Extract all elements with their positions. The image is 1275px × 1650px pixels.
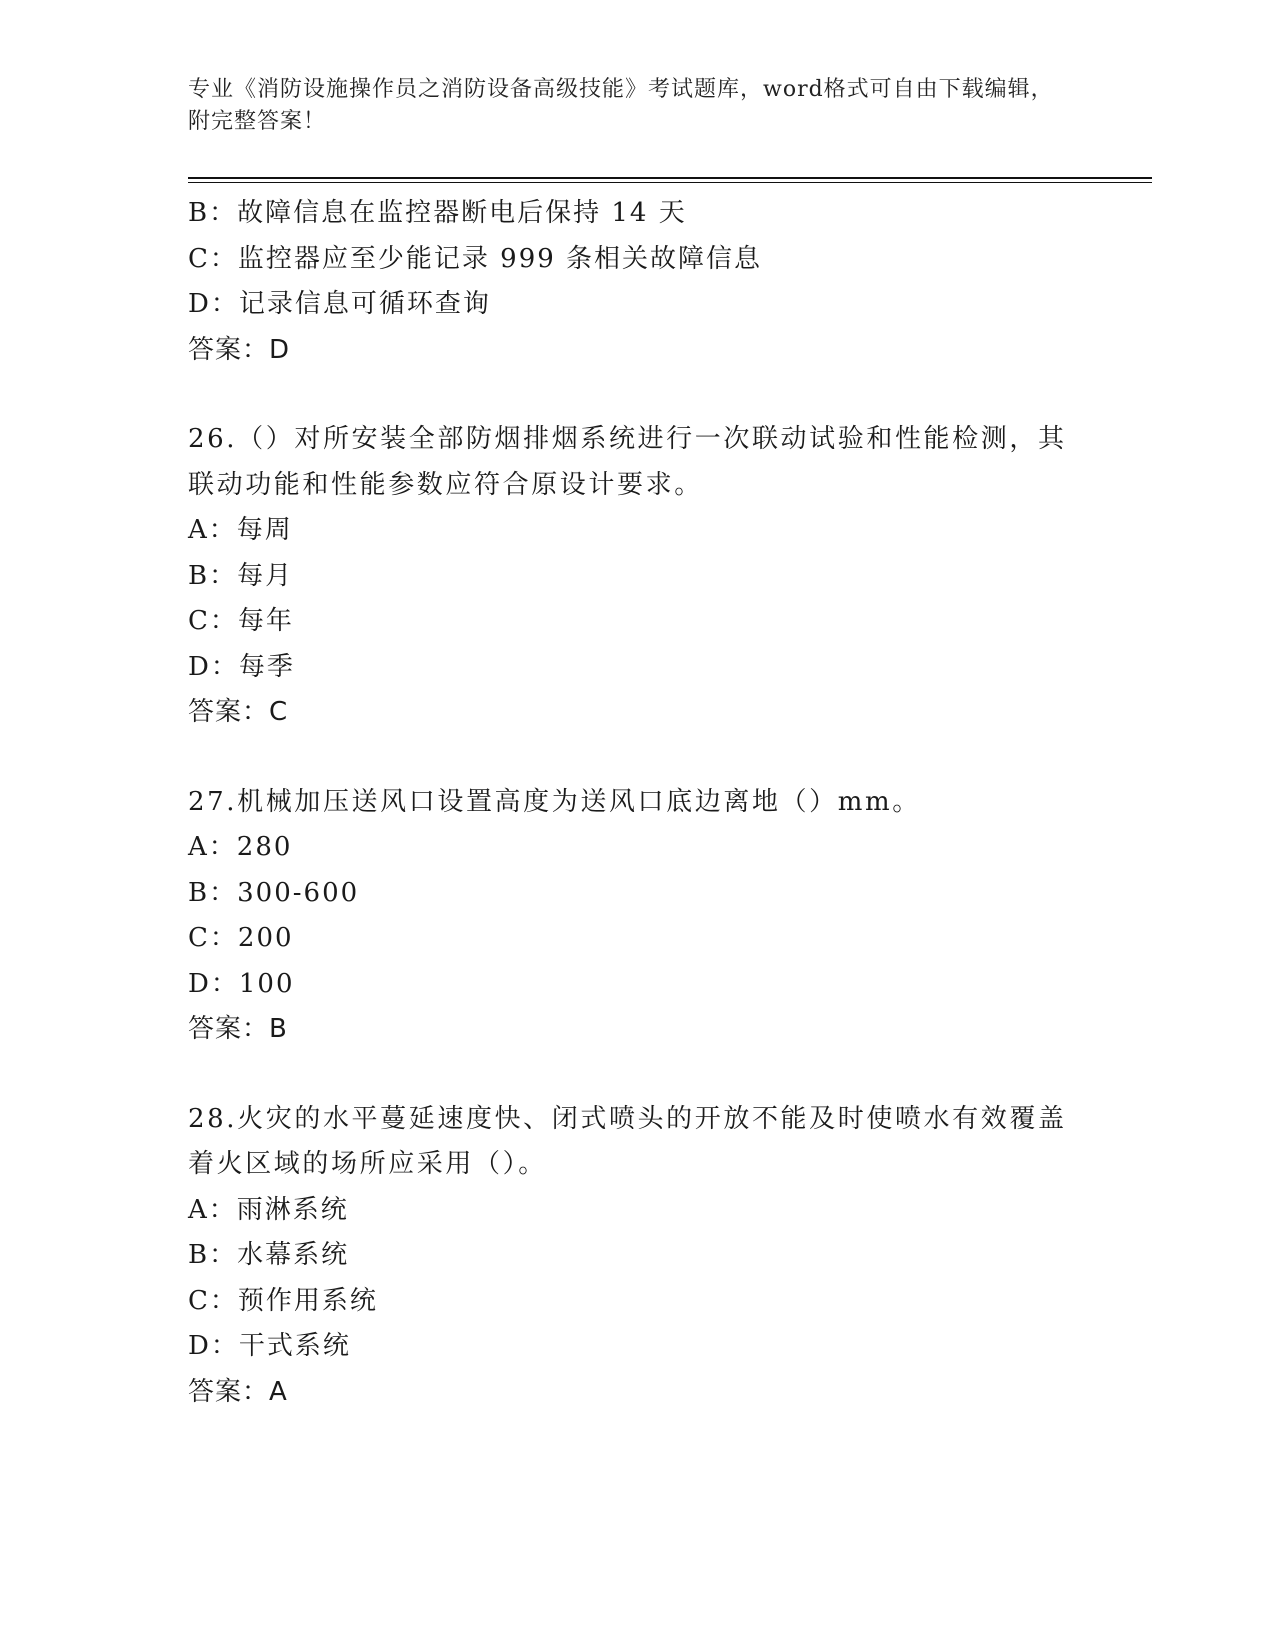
option-text: 100 bbox=[238, 968, 295, 999]
option-key: D： bbox=[188, 651, 239, 682]
option-key: A： bbox=[188, 515, 237, 545]
option-text: 故障信息在监控器断电后保持 14 天 bbox=[237, 198, 687, 228]
option-a bbox=[188, 825, 1088, 871]
option-key: A： bbox=[188, 832, 237, 862]
option-c bbox=[188, 599, 1088, 645]
option-key: A： bbox=[188, 1194, 237, 1225]
option-d bbox=[188, 962, 1088, 1008]
option-text: 每年 bbox=[237, 606, 294, 636]
option-text: 每周 bbox=[236, 515, 293, 545]
page-header: 专业《消防设施操作员之消防设备高级技能》考试题库，word格式可自由下载编辑，附完整答案！ bbox=[188, 77, 1054, 134]
spacer bbox=[188, 1053, 1088, 1097]
question-text: 27.机械加压送风口设置高度为送风口底边离地（）mm。 bbox=[188, 786, 921, 817]
option-key: D： bbox=[188, 968, 239, 999]
option-key: C： bbox=[188, 606, 238, 636]
option-key: B： bbox=[188, 560, 238, 591]
option-d bbox=[188, 645, 1088, 691]
option-b bbox=[188, 1233, 1088, 1279]
option-a bbox=[188, 508, 1088, 554]
option-text: 每季 bbox=[238, 651, 295, 682]
question-content bbox=[188, 191, 1088, 1415]
option-text: 预作用系统 bbox=[237, 1285, 378, 1316]
option-text: 300-600 bbox=[237, 877, 360, 908]
header-divider-thin bbox=[188, 182, 1152, 183]
question-block-27 bbox=[188, 780, 1088, 1053]
option-c bbox=[188, 916, 1088, 962]
option-b bbox=[188, 554, 1088, 600]
option-key: D： bbox=[188, 289, 239, 319]
question-block-28 bbox=[188, 1097, 1088, 1416]
option-text: 干式系统 bbox=[238, 1331, 351, 1361]
question-text: 26.（）对所安装全部防烟排烟系统进行一次联动试验和性能检测，其联动功能和性能参数应符合原设计要求。 bbox=[188, 424, 1067, 500]
option-b bbox=[188, 191, 1088, 237]
answer-line: 答案：D bbox=[188, 334, 291, 365]
option-b bbox=[188, 871, 1088, 917]
option-key: C： bbox=[188, 1285, 238, 1316]
option-text: 200 bbox=[237, 923, 294, 953]
option-c bbox=[188, 1279, 1088, 1325]
option-d bbox=[188, 1324, 1088, 1370]
spacer bbox=[188, 736, 1088, 780]
option-text: 水幕系统 bbox=[237, 1240, 350, 1270]
option-text: 280 bbox=[236, 832, 293, 862]
option-a bbox=[188, 1188, 1088, 1234]
question-text: 28.火灾的水平蔓延速度快、闭式喷头的开放不能及时使喷水有效覆盖着火区域的场所应采用（）。 bbox=[188, 1103, 1067, 1179]
option-text: 雨淋系统 bbox=[236, 1194, 349, 1225]
option-text: 每月 bbox=[237, 560, 294, 591]
option-d bbox=[188, 282, 1088, 328]
header-divider-thick bbox=[188, 177, 1152, 179]
option-key: B： bbox=[188, 877, 238, 908]
option-c bbox=[188, 237, 1088, 283]
answer-line: 答案：B bbox=[188, 1014, 288, 1044]
option-text: 记录信息可循环查询 bbox=[238, 289, 491, 319]
prev-question-block bbox=[188, 191, 1088, 373]
answer-line: 答案：A bbox=[188, 1376, 288, 1407]
option-text: 监控器应至少能记录 999 条相关故障信息 bbox=[237, 243, 763, 274]
spacer bbox=[188, 373, 1088, 417]
option-key: B： bbox=[188, 198, 238, 228]
option-key: D： bbox=[188, 1331, 239, 1361]
option-key: C： bbox=[188, 243, 238, 274]
option-key: C： bbox=[188, 923, 238, 953]
question-block-26 bbox=[188, 417, 1088, 736]
answer-line: 答案：C bbox=[188, 697, 289, 727]
option-key: B： bbox=[188, 1240, 238, 1270]
